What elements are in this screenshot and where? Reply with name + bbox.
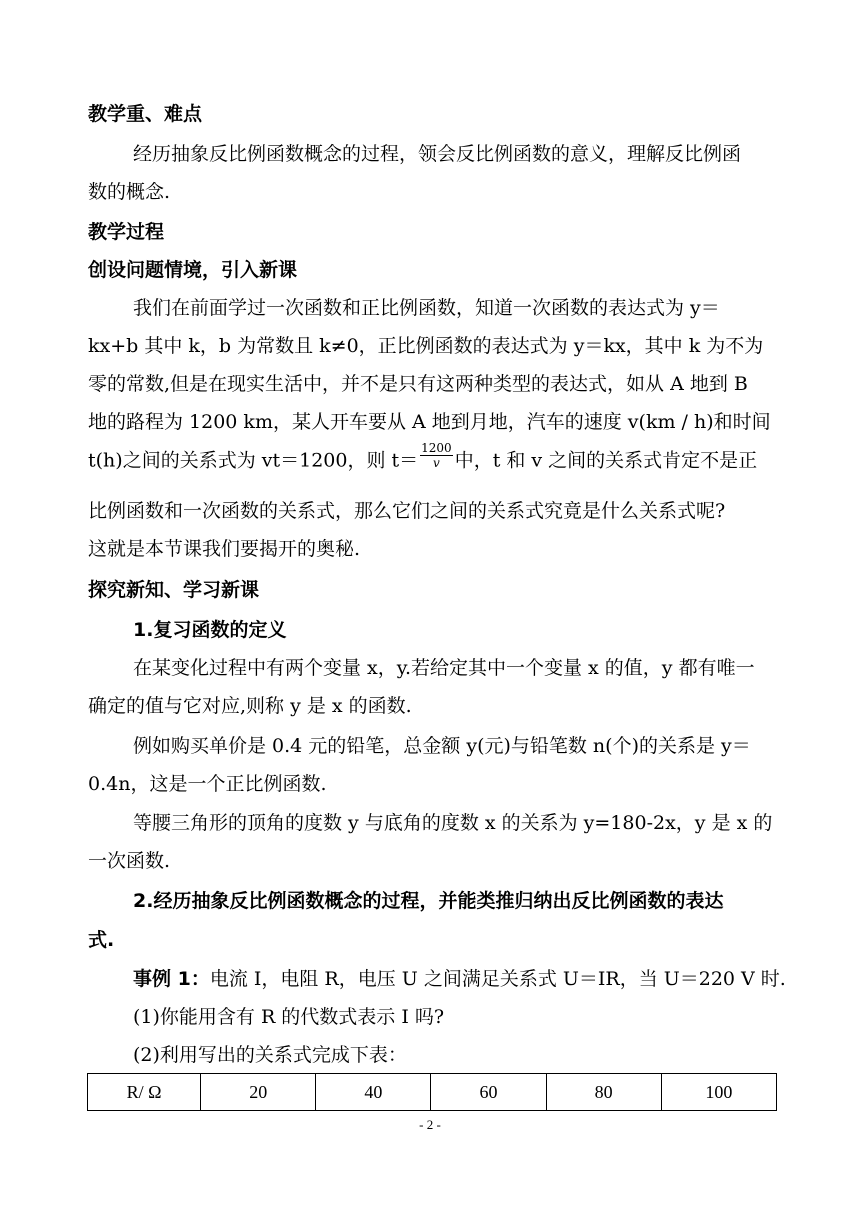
table-row bbox=[88, 1074, 777, 1111]
paragraph-triangle-example-line2: 一次函数. bbox=[88, 850, 171, 872]
section-1-title: 1.复习函数的定义 bbox=[133, 619, 287, 641]
paragraph-intro-line1: 我们在前面学过一次函数和正比例函数，知道一次函数的表达式为 y＝ bbox=[133, 297, 720, 319]
paragraph-intro-line6: 比例函数和一次函数的关系式，那么它们之间的关系式究竟是什么关系式呢? bbox=[88, 500, 726, 522]
page-number: - 2 - bbox=[419, 1117, 441, 1132]
example-1-label: 事例 1： bbox=[133, 968, 210, 990]
paragraph-intro-line5-end: 中，t 和 v 之间的关系式肯定不是正 bbox=[454, 449, 758, 472]
paragraph-intro-line5-start: t(h)之间的关系式为 vt＝1200，则 t＝ bbox=[88, 449, 419, 472]
fraction-numerator: 1200 bbox=[421, 441, 452, 455]
example-1 bbox=[133, 966, 786, 992]
table-cell: 20 bbox=[201, 1074, 316, 1111]
table-cell: 40 bbox=[316, 1074, 431, 1111]
table-cell: 80 bbox=[546, 1074, 661, 1111]
paragraph-intro-line5 bbox=[88, 441, 758, 476]
resistance-table bbox=[87, 1073, 777, 1111]
paragraph-intro-line4: 地的路程为 1200 km，某人开车要从 A 地到月地，汽车的速度 v(km / h)和时间 bbox=[88, 411, 771, 433]
table-cell: 60 bbox=[431, 1074, 546, 1111]
paragraph-pencil-example-line1: 例如购买单价是 0.4 元的铅笔，总金额 y(元)与铅笔数 n(个)的关系是 y＝ bbox=[133, 735, 751, 757]
heading-explore: 探究新知、学习新课 bbox=[88, 579, 260, 601]
question-2: (2)利用写出的关系式完成下表： bbox=[133, 1044, 407, 1066]
question-1: (1)你能用含有 R 的代数式表示 I 吗? bbox=[133, 1006, 445, 1028]
heading-teaching-process: 教学过程 bbox=[88, 221, 165, 243]
section-2-title-line2: 式. bbox=[88, 929, 115, 951]
paragraph-key-points-line1: 经历抽象反比例函数概念的过程，领会反比例函数的意义，理解反比例函 bbox=[133, 143, 742, 165]
heading-key-points: 教学重、难点 bbox=[88, 103, 203, 125]
section-2-title-line1: 2.经历抽象反比例函数概念的过程，并能类推归纳出反比例函数的表达 bbox=[133, 890, 724, 912]
paragraph-key-points-line2: 数的概念. bbox=[88, 181, 171, 203]
fraction-1200-over-v bbox=[420, 441, 453, 470]
paragraph-intro-line2: kx+b 其中 k，b 为常数且 k≠0，正比例函数的表达式为 y＝kx，其中 k 为不为 bbox=[88, 335, 764, 357]
paragraph-intro-line3: 零的常数,但是在现实生活中，并不是只有这两种类型的表达式，如从 A 地到 B bbox=[88, 373, 748, 395]
table-cell-header: R/ Ω bbox=[88, 1074, 201, 1111]
paragraph-pencil-example-line2: 0.4n，这是一个正比例函数. bbox=[88, 773, 327, 795]
paragraph-function-def-line2: 确定的值与它对应,则称 y 是 x 的函数. bbox=[88, 695, 412, 717]
paragraph-triangle-example-line1: 等腰三角形的顶角的度数 y 与底角的度数 x 的关系为 y=180-2x，y 是 x 的 bbox=[133, 812, 773, 834]
example-1-text: 电流 I，电阻 R，电压 U 之间满足关系式 U＝IR，当 U＝220 V 时. bbox=[209, 968, 786, 990]
heading-introduction: 创设问题情境，引入新课 bbox=[88, 259, 298, 281]
paragraph-intro-line7: 这就是本节课我们要揭开的奥秘. bbox=[88, 538, 361, 560]
paragraph-function-def-line1: 在某变化过程中有两个变量 x，y.若给定其中一个变量 x 的值，y 都有唯一 bbox=[133, 657, 755, 679]
fraction-denominator: v bbox=[433, 456, 440, 470]
table-cell: 100 bbox=[661, 1074, 776, 1111]
